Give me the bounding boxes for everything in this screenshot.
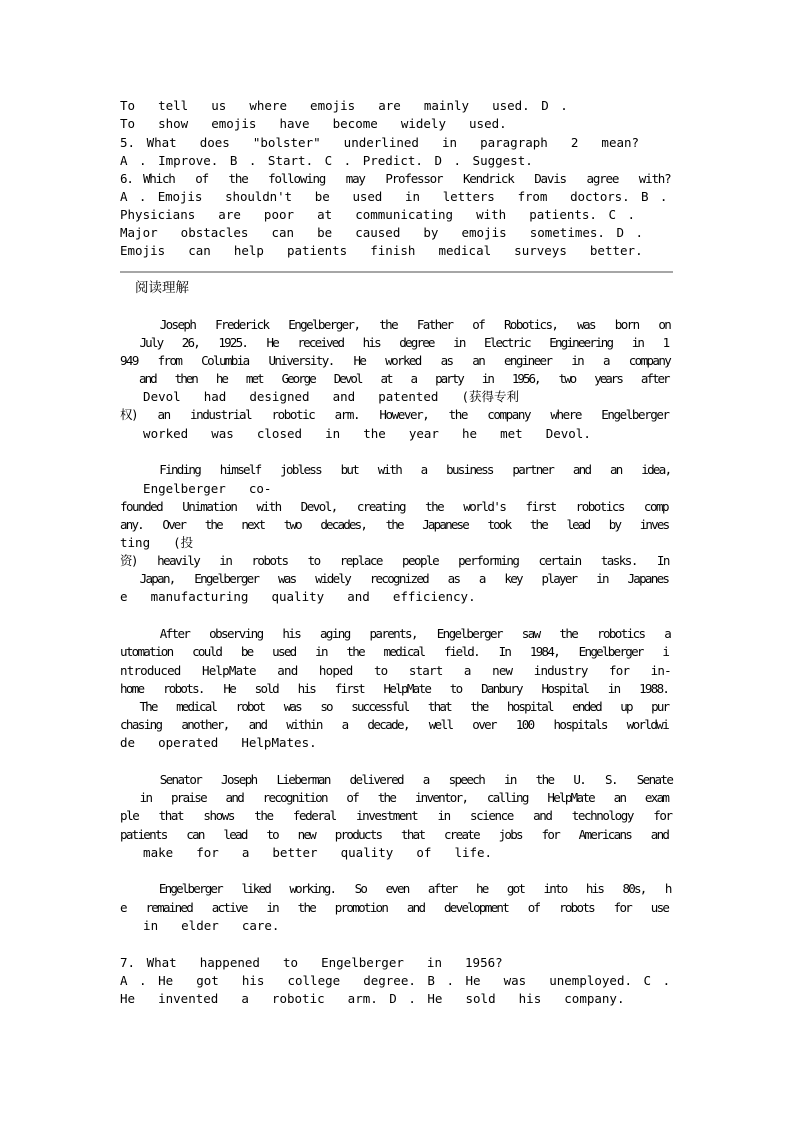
passage-line: 949 from Columbia University. He worked as an engineer in a company (120, 353, 671, 368)
q5-question: 5. What does "bolster" underlined in paragraph 2 mean? (120, 135, 640, 150)
q5-options: A . Improve. B . Start. C . Predict. D . Suggest. (120, 153, 533, 168)
passage-line: in elder care. (120, 918, 280, 933)
passage-line: de operated HelpMates. (120, 735, 317, 750)
passage-line: Finding himself jobless but with a business partner and an idea, (120, 462, 671, 477)
q6-question: 6. Which of the following may Professor Kendrick Davis agree with? (120, 171, 671, 186)
passage-line: 权) an industrial robotic arm. However, the company where Engelberger (120, 407, 669, 422)
passage-line: chasing another, and within a decade, well over 100 hospitals worldwi (120, 717, 669, 732)
passage-line: any. Over the next two decades, the Japanese took the lead by inves (120, 517, 669, 532)
q7-options-a: A . He got his college degree. B . He was unemployed. C . (120, 973, 671, 988)
passage-line: in praise and recognition of the inventor, calling HelpMate an exam (120, 790, 669, 805)
q6-option-b: Physicians are poor at communicating with patients. C . (120, 207, 636, 222)
q4-option-d: To show emojis have become widely used. (120, 116, 507, 131)
passage-line: worked was closed in the year he met Devol. (120, 426, 591, 441)
passage-line: ple that shows the federal investment in science and technology for (120, 808, 672, 823)
passage-line: Devol had designed and patented (获得专利 (120, 389, 520, 404)
passage-line: 资) heavily in robots to replace people performing certain tasks. In (120, 553, 669, 568)
section-divider (120, 271, 673, 273)
passage-line: Joseph Frederick Engelberger, the Father of Robotics, was born on (120, 317, 671, 332)
passage-line: home robots. He sold his first HelpMate to Danbury Hospital in 1988. (120, 681, 669, 696)
passage-line: make for a better quality of life. (120, 845, 493, 860)
passage-line: e remained active in the promotion and development of robots for use (120, 900, 669, 915)
passage-line: and then he met George Devol at a party in 1956, two years after (120, 371, 669, 386)
q6-option-a: A . Emojis shouldn't be used in letters from doctors. B . (120, 189, 668, 204)
passage-line: founded Unimation with Devol, creating the world's first robotics comp (120, 499, 669, 514)
passage-line: Senator Joseph Lieberman delivered a speech in the U. S. Senate (120, 772, 673, 787)
passage-line: ting (投 (120, 535, 194, 550)
q7-options-b: He invented a robotic arm. D . He sold his company. (120, 991, 625, 1006)
passage-line: utomation could be used in the medical field. In 1984, Engelberger i (120, 644, 669, 659)
passage-line: ntroduced HelpMate and hoped to start a new industry for in- (120, 663, 671, 678)
q7-question: 7. What happened to Engelberger in 1956? (120, 955, 503, 970)
section-title: 阅读理解 (135, 280, 189, 296)
passage-line: After observing his aging parents, Engelberger saw the robotics a (120, 626, 671, 641)
passage-line: Engelberger co- (120, 481, 272, 496)
passage-line: patients can lead to new products that create jobs for Americans and (120, 827, 669, 842)
passage-line: Japan, Engelberger was widely recognized as a key player in Japanes (120, 571, 669, 586)
q4-option-c: To tell us where emojis are mainly used. D . (120, 98, 568, 113)
passage-line: Engelberger liked working. So even after he got into his 80s, h (120, 881, 671, 896)
passage-line: July 26, 1925. He received his degree in Electric Engineering in 1 (120, 335, 669, 350)
passage-line: e manufacturing quality and efficiency. (120, 589, 476, 604)
q6-option-d: Emojis can help patients finish medical surveys better. (120, 243, 643, 258)
q6-option-c: Major obstacles can be caused by emojis sometimes. D . (120, 225, 644, 240)
passage-line: The medical robot was so successful that the hospital ended up pur (120, 699, 669, 714)
